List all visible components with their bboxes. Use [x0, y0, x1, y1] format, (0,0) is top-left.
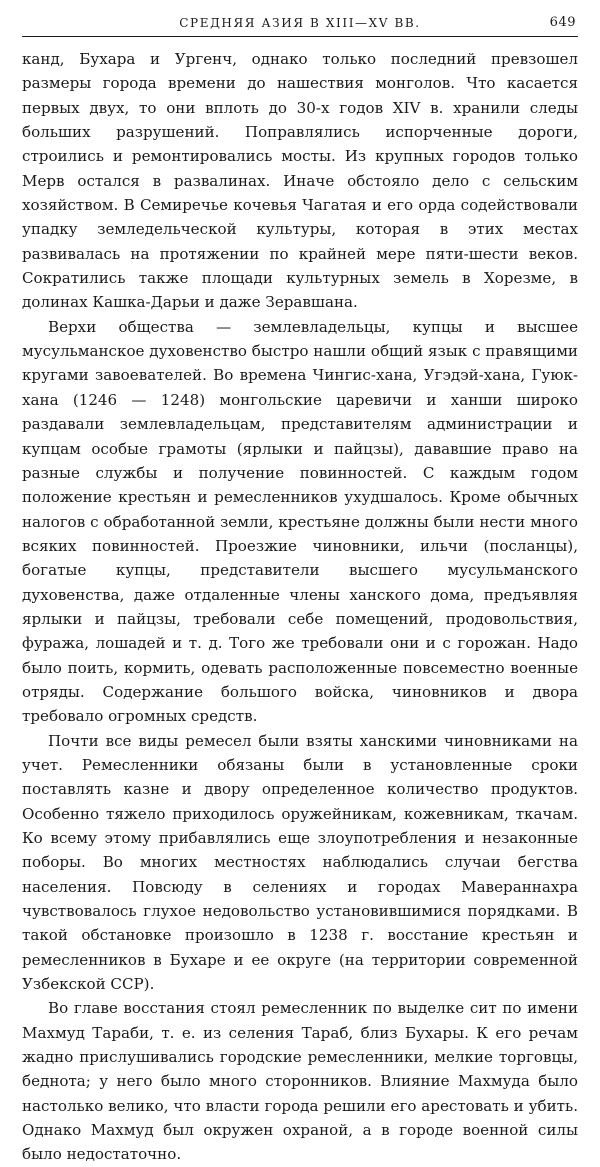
paragraph-4: Во главе восстания стоял ремесленник по выделке сит по имени Махмуд Тараби, т. е. из селения Тараб, близ Бухары. К его речам жадно прислушивались городские ремесленники, мелкие торговцы, беднота; у него было много сторонников. Влияние Махмуда было настолько велико, что власти города решили его арестовать и убить. Однако Махмуд был окружен охраной, а в городе военной силы было недостаточно. — [22, 999, 578, 1164]
paragraph-2: Верхи общества — землевладельцы, купцы и высшее мусульманское духовенство быстро нашли общий язык с правящими кругами завоевателей. Во времена Чингис-хана, Угэдэй-хана, Гуюк-хана (1246 — 1248) монгольские царевичи и ханши широко раздавали землевладельцам, представителям администрации и купцам особые грамоты (ярлыки и пайцзы), дававшие право на разные службы и получение повинностей. С каждым годом положение крестьян и ремесленников ухудшалось. Кроме обычных налогов с обработанной земли, крестьяне должны были нести много всяких повинностей. Проезжие чиновники, ильчи (посланцы), богатые купцы, представители высшего мусульманского духовенства, даже отдаленные члены ханского дома, предъявляя ярлыки и пайцзы, требовали себе помещений, продовольствия, фуража, лошадей и т. д. Того же требовали они и с горожан. Надо было поить, кормить, одевать расположенные повсеместно военные отряды. Содержание большого войска, чиновников и двора требовало огромных средств. — [22, 317, 578, 726]
book-page — [22, 10, 578, 1167]
paragraph-1: канд, Бухара и Ургенч, однако только последний превзошел размеры города времени до нашествия монголов. Что касается первых двух, то они вплоть до 30-х годов XIV в. хранили следы больших разрушений. Поправлялись испорченные дороги, строились и ремонтировались мосты. Из крупных городов только Мерв остался в развалинах. Иначе обстояло дело с сельским хозяйством. В Семиречье кочевья Чагатая и его орда содействовали упадку земледельческой культуры, которая в этих местах развивалась на протяжении по крайней мере пяти-шести веков. Сократились также площади культурных земель в Хорезме, в долинах Кашка-Дарьи и даже Зеравшана. — [22, 50, 578, 312]
body-text — [22, 47, 578, 1167]
running-header — [22, 10, 578, 37]
paragraph-3: Почти все виды ремесел были взяты ханскими чиновниками на учет. Ремесленники обязаны были в установленные сроки поставлять казне и двору определенное количество продуктов. Особенно тяжело приходилось оружейникам, кожевникам, ткачам. Ко всему этому прибавлялись еще злоупотребления и незаконные поборы. Во многих местностях наблюдались случаи бегства населения. Повсюду в селениях и городах Мавераннахра чувствовалось глухое недовольство установившимися порядками. В такой обстановке произошло в 1238 г. восстание крестьян и ремесленников в Бухаре и ее округе (на территории современной Узбекской ССР). — [22, 731, 578, 994]
page-number: 649 — [549, 15, 576, 30]
running-title: СРЕДНЯЯ АЗИЯ В XIII—XV ВВ. — [179, 16, 421, 30]
